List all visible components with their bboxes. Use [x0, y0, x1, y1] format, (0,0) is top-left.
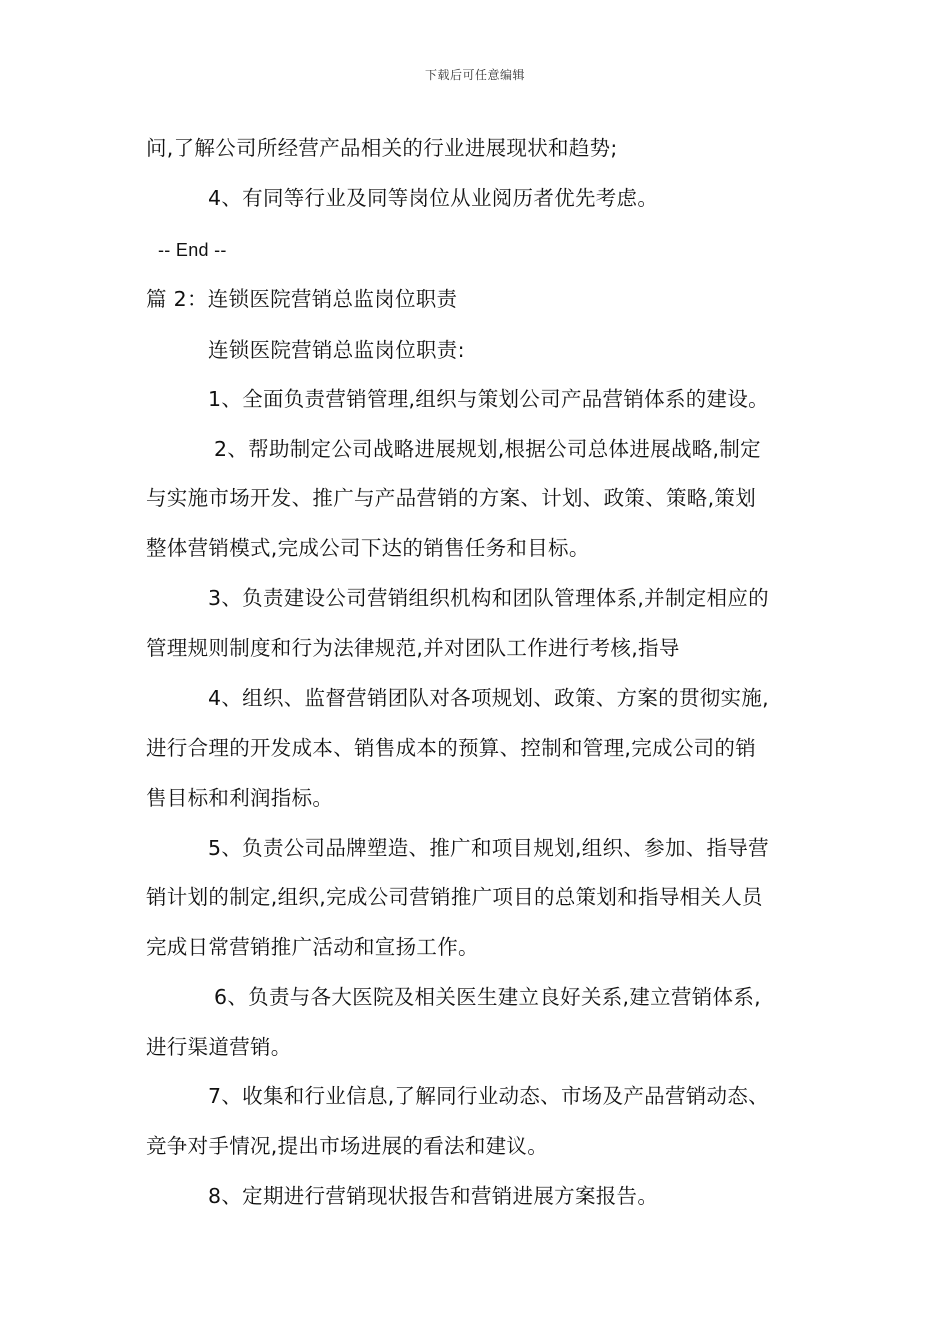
section-subtitle: 连锁医院营销总监岗位职责: [208, 338, 465, 362]
body-line: 3、负责建设公司营销组织机构和团队管理体系,并制定相应的 [208, 586, 769, 610]
body-line: 竞争对手情况,提出市场进展的看法和建议。 [146, 1134, 549, 1158]
body-line: 问,了解公司所经营产品相关的行业进展现状和趋势; [146, 136, 618, 160]
body-line: 销计划的制定,组织,完成公司营销推广项目的总策划和指导相关人员 [146, 885, 763, 909]
page-header: 下载后可任意编辑 [424, 68, 525, 82]
body-line: 1、全面负责营销管理,组织与策划公司产品营销体系的建设。 [208, 387, 769, 411]
body-line: 8、定期进行营销现状报告和营销进展方案报告。 [208, 1184, 659, 1208]
body-line: 整体营销模式,完成公司下达的销售任务和目标。 [146, 536, 590, 560]
body-line: 4、有同等行业及同等岗位从业阅历者优先考虑。 [208, 186, 659, 210]
body-line: 2、帮助制定公司战略进展规划,根据公司总体进展战略,制定 [214, 437, 761, 461]
body-line: 7、收集和行业信息,了解同行业动态、市场及产品营销动态、 [208, 1084, 769, 1108]
body-line: 管理规则制度和行为法律规范,并对团队工作进行考核,指导 [146, 636, 680, 660]
body-line: 6、负责与各大医院及相关医生建立良好关系,建立营销体系, [214, 985, 761, 1009]
body-line: 与实施市场开发、推广与产品营销的方案、计划、政策、策略,策划 [146, 486, 757, 510]
body-line: 进行渠道营销。 [146, 1035, 292, 1059]
body-line: 4、组织、监督营销团队对各项规划、政策、方案的贯彻实施, [208, 686, 769, 710]
body-line: 5、负责公司品牌塑造、推广和项目规划,组织、参加、指导营 [208, 836, 769, 860]
body-line: 完成日常营销推广活动和宣扬工作。 [146, 935, 479, 959]
body-line: 售目标和利润指标。 [146, 786, 334, 810]
end-marker: -- End -- [158, 240, 227, 260]
body-line: 进行合理的开发成本、销售成本的预算、控制和管理,完成公司的销 [146, 736, 757, 760]
section-title: 篇 2：连锁医院营销总监岗位职责 [146, 287, 458, 311]
